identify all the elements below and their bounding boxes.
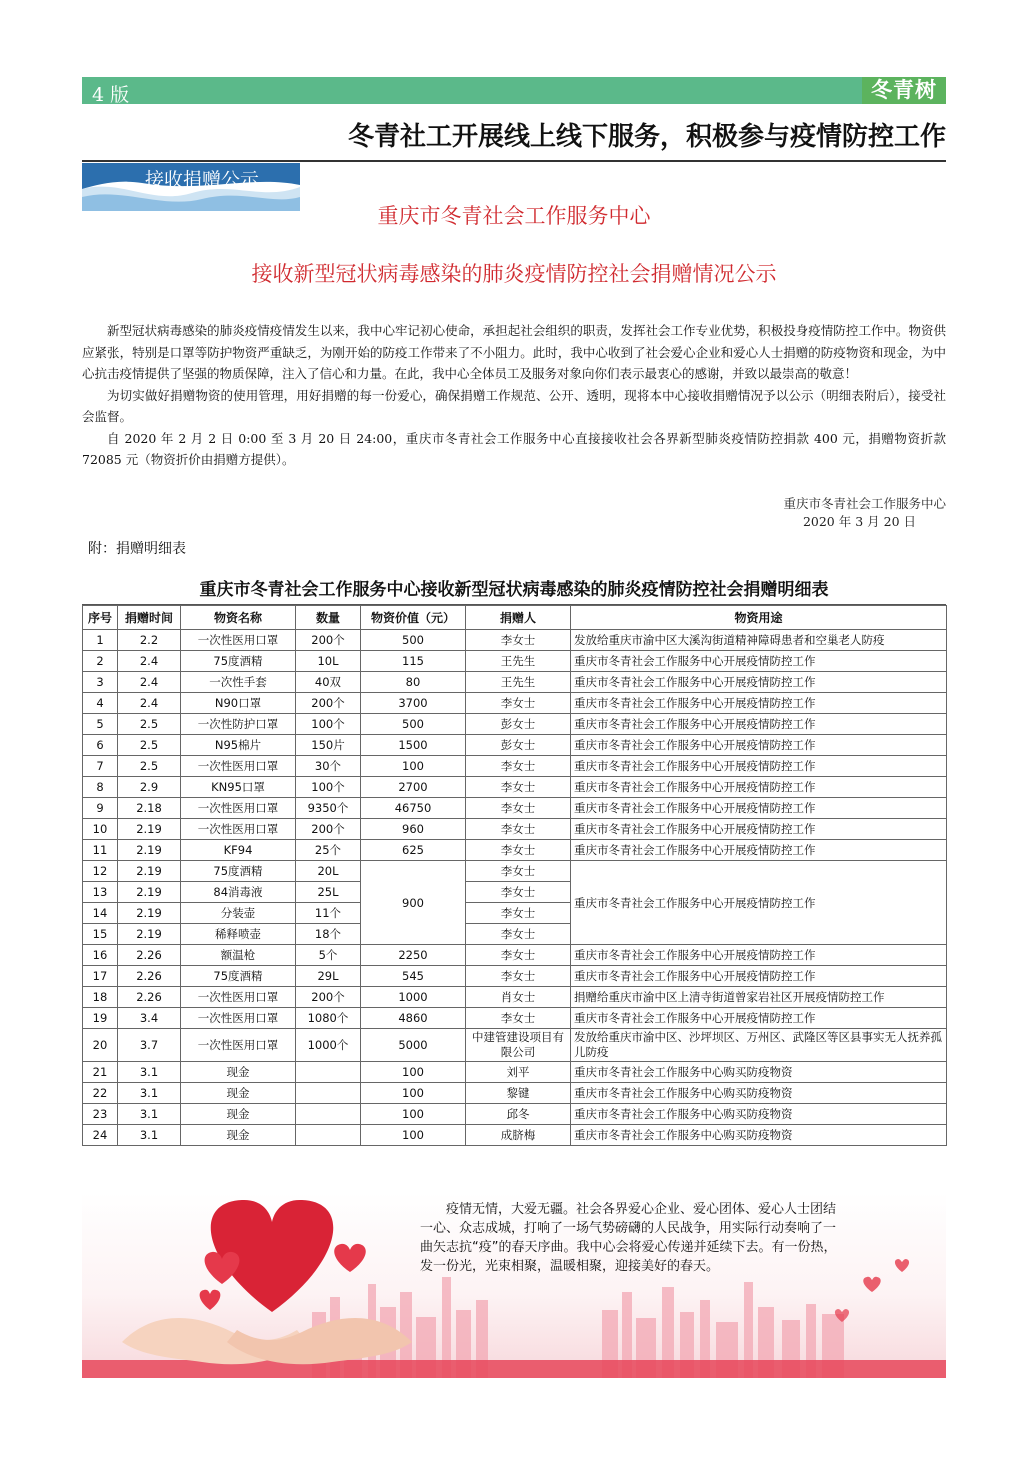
table-row [83,756,947,777]
cell-index: 7 [83,756,118,777]
cell-date: 2.4 [118,651,181,672]
cell-value-merged: 900 [361,861,466,945]
cell-index: 13 [83,882,118,903]
cell-use: 重庆市冬青社会工作服务中心开展疫情防控工作 [571,819,947,840]
col-header-item: 物资名称 [181,606,296,630]
col-header-value: 物资价值（元） [361,606,466,630]
cell-donor: 李女士 [466,798,571,819]
donation-detail-table [82,605,947,1146]
cell-use: 重庆市冬青社会工作服务中心开展疫情防控工作 [571,945,947,966]
brand-logo: 冬青树 [862,77,946,104]
cell-quantity: 40双 [296,672,361,693]
notice-paragraph: 新型冠状病毒感染的肺炎疫情疫情发生以来，我中心牢记初心使命，承担起社会组织的职责，发挥社会工作专业优势，积极投身疫情防控工作中。物资供应紧张，特别是口罩等防护物资严重缺乏，为刚开始的防疫工作带来了不小阻力。此时，我中心收到了社会爱心企业和爱心人士捐赠的防疫物资和现金，为中心抗击疫情提供了坚强的物质保障，注入了信心和力量。在此，我中心全体员工及服务对象向你们表示最衷心的感谢，并致以最崇高的敬意！ [82,323,946,381]
cell-value: 100 [361,1104,466,1125]
cell-index: 2 [83,651,118,672]
cell-donor: 彭女士 [466,714,571,735]
cell-item: 75度酒精 [181,651,296,672]
cell-date: 2.4 [118,672,181,693]
cell-quantity: 100个 [296,714,361,735]
cell-item: 一次性医用口罩 [181,987,296,1008]
table-row [83,777,947,798]
cell-item: KF94 [181,840,296,861]
cell-donor: 王先生 [466,651,571,672]
notice-paragraph: 自 2020 年 2 月 2 日 0:00 至 3 月 20 日 24:00，重庆市冬青社会工作服务中心直接接收社会各界新型肺炎疫情防控捐款 400 元，捐赠物资折款 72085 元（物资折价由捐赠方提供）。 [82,430,946,467]
cell-index: 21 [83,1062,118,1083]
cell-value: 100 [361,1125,466,1146]
page-number: 4 版 [92,84,130,106]
cell-donor: 李女士 [466,840,571,861]
cell-use: 重庆市冬青社会工作服务中心开展疫情防控工作 [571,840,947,861]
cell-quantity: 25个 [296,840,361,861]
cell-use: 重庆市冬青社会工作服务中心购买防疫物资 [571,1083,947,1104]
cell-date: 2.19 [118,924,181,945]
cell-quantity [296,1125,361,1146]
cell-quantity: 9350个 [296,798,361,819]
table-row [83,1083,947,1104]
cell-quantity: 200个 [296,693,361,714]
cell-index: 15 [83,924,118,945]
cell-value: 545 [361,966,466,987]
cell-quantity: 200个 [296,987,361,1008]
table-row [83,693,947,714]
cell-item: KN95口罩 [181,777,296,798]
cell-index: 5 [83,714,118,735]
cell-item: 分装壶 [181,903,296,924]
cell-index: 1 [83,630,118,651]
cell-date: 2.26 [118,966,181,987]
cell-use: 重庆市冬青社会工作服务中心开展疫情防控工作 [571,672,947,693]
col-header-index: 序号 [83,606,118,630]
cell-use: 重庆市冬青社会工作服务中心开展疫情防控工作 [571,756,947,777]
cell-date: 2.26 [118,987,181,1008]
table-row [83,966,947,987]
cell-quantity: 200个 [296,630,361,651]
cell-use: 重庆市冬青社会工作服务中心开展疫情防控工作 [571,1008,947,1029]
section-label: 接收捐赠公示 [145,169,260,191]
cell-date: 2.2 [118,630,181,651]
header-bar [82,77,862,104]
table-row [83,735,947,756]
col-header-donor: 捐赠人 [466,606,571,630]
cell-value: 115 [361,651,466,672]
cell-donor: 李女士 [466,945,571,966]
cell-use: 重庆市冬青社会工作服务中心开展疫情防控工作 [571,651,947,672]
cell-quantity: 150片 [296,735,361,756]
cell-donor: 中建管建设项目有限公司 [466,1029,571,1062]
cell-donor: 李女士 [466,693,571,714]
cell-donor: 李女士 [466,1008,571,1029]
cell-item: 现金 [181,1104,296,1125]
table-row [83,1029,947,1062]
cell-item: 现金 [181,1062,296,1083]
cell-quantity: 30个 [296,756,361,777]
signature-date: 2020 年 3 月 20 日 [802,514,916,529]
table-row [83,651,947,672]
cell-value: 2700 [361,777,466,798]
table-row [83,672,947,693]
cell-item: 现金 [181,1083,296,1104]
notice-paragraph: 为切实做好捐赠物资的使用管理，用好捐赠的每一份爱心，确保捐赠工作规范、公开、透明，现将本中心接收捐赠情况予以公示（明细表附后），接受社会监督。 [82,387,946,424]
cell-use: 发放给重庆市渝中区、沙坪坝区、万州区、武隆区等区县事实无人抚养孤儿防疫 [571,1029,947,1062]
cell-donor: 肖女士 [466,987,571,1008]
cell-use: 重庆市冬青社会工作服务中心购买防疫物资 [571,1104,947,1125]
cell-item: 75度酒精 [181,966,296,987]
table-row [83,630,947,651]
cell-use: 重庆市冬青社会工作服务中心开展疫情防控工作 [571,735,947,756]
cell-quantity [296,1104,361,1125]
cell-value: 500 [361,630,466,651]
cell-quantity: 100个 [296,777,361,798]
cell-use-merged: 重庆市冬青社会工作服务中心开展疫情防控工作 [571,861,947,945]
cell-donor: 刘平 [466,1062,571,1083]
cell-use: 重庆市冬青社会工作服务中心开展疫情防控工作 [571,693,947,714]
cell-index: 22 [83,1083,118,1104]
cell-donor: 李女士 [466,819,571,840]
col-header-quantity: 数量 [296,606,361,630]
cell-use: 重庆市冬青社会工作服务中心开展疫情防控工作 [571,966,947,987]
cell-quantity [296,1062,361,1083]
cell-date: 3.1 [118,1104,181,1125]
cell-quantity: 18个 [296,924,361,945]
cell-item: 一次性医用口罩 [181,630,296,651]
cell-donor: 李女士 [466,777,571,798]
cell-value: 5000 [361,1029,466,1062]
cell-quantity: 11个 [296,903,361,924]
cell-index: 19 [83,1008,118,1029]
cell-index: 14 [83,903,118,924]
cell-use: 重庆市冬青社会工作服务中心开展疫情防控工作 [571,714,947,735]
cell-value: 500 [361,714,466,735]
cell-value: 1500 [361,735,466,756]
cell-quantity: 5个 [296,945,361,966]
cell-index: 4 [83,693,118,714]
cell-item: 一次性医用口罩 [181,1008,296,1029]
col-header-use: 物资用途 [571,606,947,630]
table-row [83,1008,947,1029]
cell-value: 100 [361,1062,466,1083]
cell-date: 3.1 [118,1062,181,1083]
cell-donor: 黎键 [466,1083,571,1104]
cell-date: 2.5 [118,756,181,777]
table-header-row [83,606,947,630]
cell-date: 2.26 [118,945,181,966]
banner-message: 疫情无情，大爱无疆。社会各界爱心企业、爱心团体、爱心人士团结一心、众志成城，打响了一场气势磅礴的人民战争，用实际行动奏响了一曲矢志抗“疫”的春天序曲。我中心会将爱心传递并延续下去。有一份热，发一份光，光束相聚，温暖相聚，迎接美好的春天。 [420,1202,837,1274]
cell-donor: 成脐梅 [466,1125,571,1146]
table-row [83,798,947,819]
table-body-second [83,945,947,1146]
cell-date: 3.1 [118,1083,181,1104]
cell-quantity: 25L [296,882,361,903]
table-row [83,1104,947,1125]
cell-item: 一次性防护口罩 [181,714,296,735]
cell-donor: 王先生 [466,672,571,693]
appendix-label: 附：捐赠明细表 [88,541,186,557]
cell-index: 18 [83,987,118,1008]
cell-item: 现金 [181,1125,296,1146]
table-row [83,1062,947,1083]
cell-donor: 李女士 [466,756,571,777]
cell-donor: 邱冬 [466,1104,571,1125]
cell-date: 3.1 [118,1125,181,1146]
table-title: 重庆市冬青社会工作服务中心接收新型冠状病毒感染的肺炎疫情防控社会捐赠明细表 [82,572,946,605]
cell-date: 2.19 [118,840,181,861]
table-row [83,861,947,882]
cell-index: 8 [83,777,118,798]
cell-use: 捐赠给重庆市渝中区上清寺街道曾家岩社区开展疫情防控工作 [571,987,947,1008]
headline-divider [82,160,946,162]
cell-date: 2.19 [118,882,181,903]
cell-item: 一次性医用口罩 [181,798,296,819]
cell-donor: 李女士 [466,861,571,882]
cell-donor: 李女士 [466,630,571,651]
cell-value: 3700 [361,693,466,714]
cell-index: 23 [83,1104,118,1125]
cell-item: 75度酒精 [181,861,296,882]
cell-index: 6 [83,735,118,756]
cell-use: 重庆市冬青社会工作服务中心开展疫情防控工作 [571,777,947,798]
cell-index: 12 [83,861,118,882]
cell-index: 3 [83,672,118,693]
cell-value: 2250 [361,945,466,966]
cell-index: 20 [83,1029,118,1062]
cell-quantity: 1080个 [296,1008,361,1029]
cell-donor: 李女士 [466,924,571,945]
cell-value: 625 [361,840,466,861]
cell-value: 80 [361,672,466,693]
table-row [83,987,947,1008]
table-body-merged [83,861,947,945]
cell-date: 2.19 [118,903,181,924]
cell-date: 2.4 [118,693,181,714]
cell-date: 3.7 [118,1029,181,1062]
cell-date: 2.18 [118,798,181,819]
cell-use: 重庆市冬青社会工作服务中心开展疫情防控工作 [571,798,947,819]
cell-date: 2.5 [118,714,181,735]
cell-use: 重庆市冬青社会工作服务中心购买防疫物资 [571,1125,947,1146]
cell-quantity: 20L [296,861,361,882]
cell-item: 一次性医用口罩 [181,1029,296,1062]
cell-quantity [296,1083,361,1104]
cell-item: 稀释喷壶 [181,924,296,945]
cell-donor: 李女士 [466,966,571,987]
cell-quantity: 29L [296,966,361,987]
cell-item: N95棉片 [181,735,296,756]
table-row [83,714,947,735]
table-row [83,1125,947,1146]
cell-date: 2.5 [118,735,181,756]
cell-item: N90口罩 [181,693,296,714]
cell-index: 17 [83,966,118,987]
cell-value: 100 [361,756,466,777]
notice-org-title: 重庆市冬青社会工作服务中心 [377,204,651,228]
cell-item: 额温枪 [181,945,296,966]
cell-date: 2.19 [118,819,181,840]
cell-date: 3.4 [118,1008,181,1029]
cell-use: 重庆市冬青社会工作服务中心购买防疫物资 [571,1062,947,1083]
cell-item: 一次性手套 [181,672,296,693]
cell-quantity: 10L [296,651,361,672]
cell-quantity: 1000个 [296,1029,361,1062]
cell-donor: 李女士 [466,882,571,903]
cell-index: 16 [83,945,118,966]
cell-value: 1000 [361,987,466,1008]
cell-index: 9 [83,798,118,819]
cell-donor: 李女士 [466,903,571,924]
table-row [83,819,947,840]
table-body-first [83,630,947,861]
cell-item: 一次性医用口罩 [181,756,296,777]
notice-body [82,320,946,471]
cell-donor: 彭女士 [466,735,571,756]
col-header-date: 捐赠时间 [118,606,181,630]
cell-index: 11 [83,840,118,861]
cell-index: 10 [83,819,118,840]
cell-value: 100 [361,1083,466,1104]
cell-item: 一次性医用口罩 [181,819,296,840]
donation-table [82,572,946,1146]
notice-main-title: 接收新型冠状病毒感染的肺炎疫情防控社会捐赠情况公示 [251,262,777,286]
page-headline: 冬青社工开展线上线下服务，积极参与疫情防控工作 [347,122,946,152]
cell-item: 84消毒液 [181,882,296,903]
cell-value: 960 [361,819,466,840]
cell-use: 发放给重庆市渝中区大溪沟街道精神障碍患者和空巢老人防疫 [571,630,947,651]
cell-quantity: 200个 [296,819,361,840]
table-row [83,945,947,966]
cell-value: 4860 [361,1008,466,1029]
signature-org: 重庆市冬青社会工作服务中心 [783,496,946,511]
cell-value: 46750 [361,798,466,819]
cell-date: 2.9 [118,777,181,798]
cell-date: 2.19 [118,861,181,882]
table-row [83,840,947,861]
cell-index: 24 [83,1125,118,1146]
